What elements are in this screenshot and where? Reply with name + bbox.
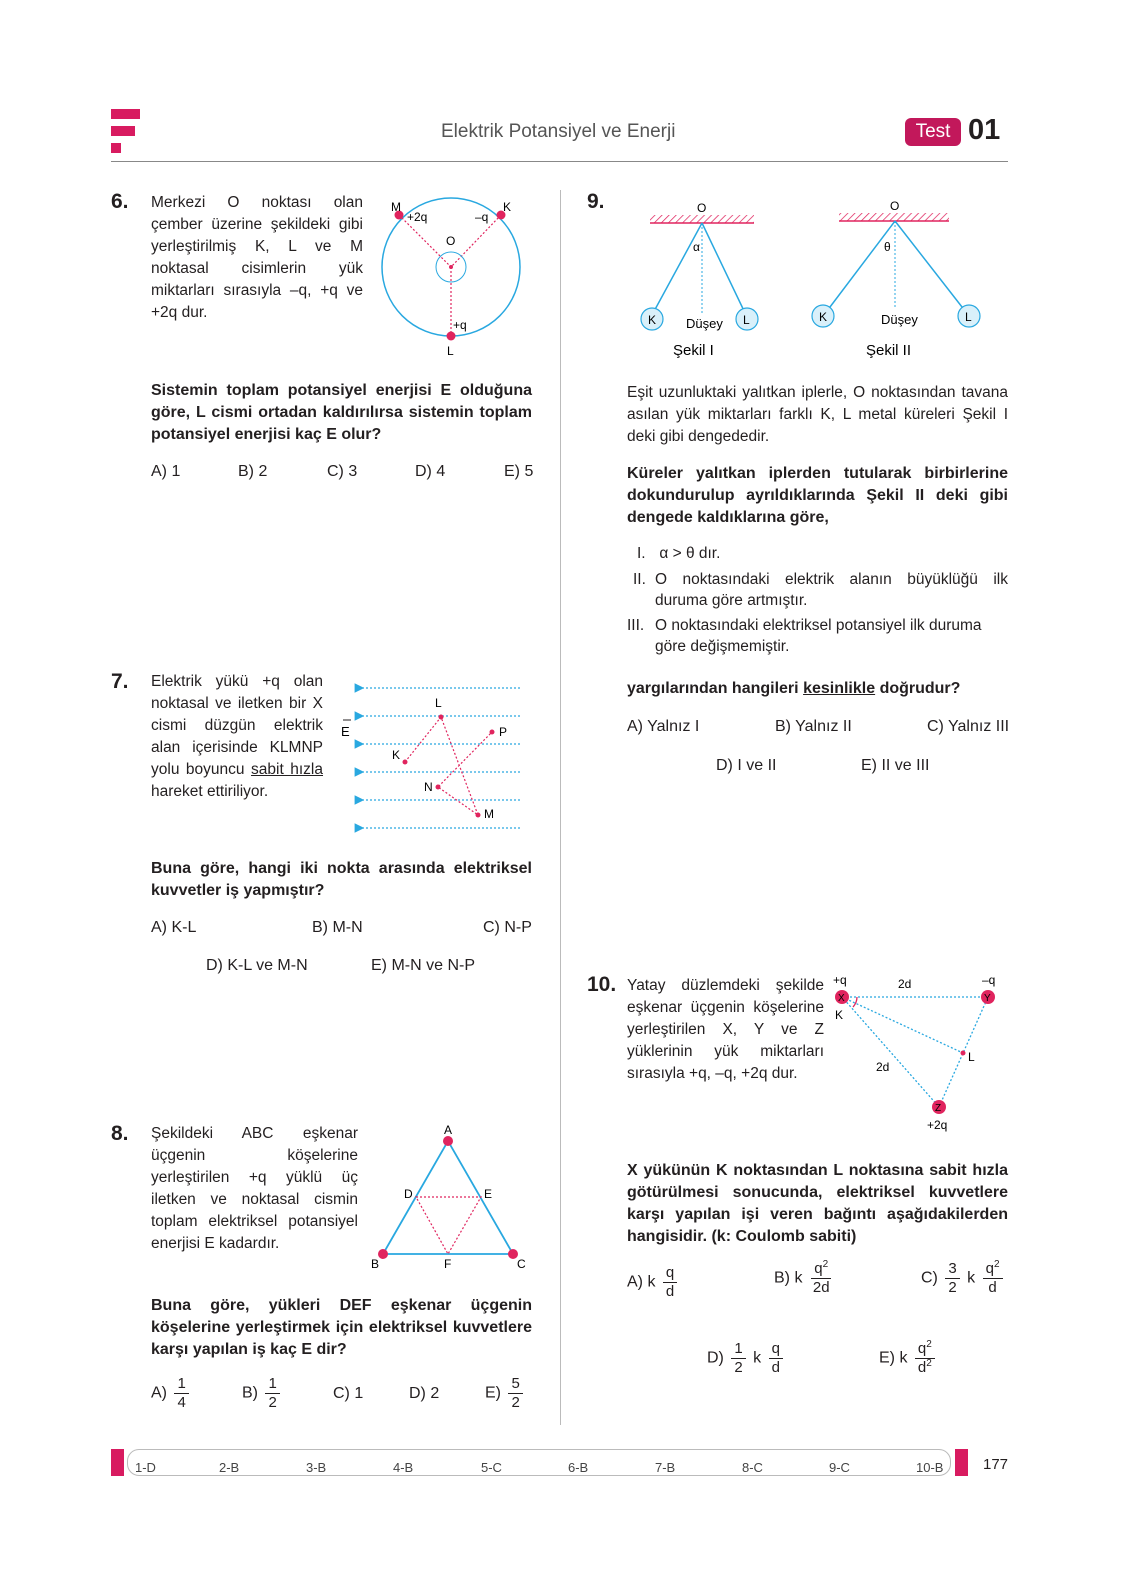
q9-prompt-part2: doğrudur? [879, 680, 961, 697]
q9-statement-2-label: II. [633, 571, 646, 588]
question-8-number: 8. [111, 1122, 129, 1145]
footer-answer-1: 1-D [135, 1460, 156, 1475]
footer-answer-9: 9-C [829, 1460, 850, 1475]
page-header-title: Elektrik Potansiyel ve Enerji [441, 121, 676, 142]
q10-option-b-den: 2d [812, 1279, 830, 1296]
q10-option-b-num-exp: 2 [822, 1259, 829, 1270]
q10-option-e-num: q [917, 1340, 927, 1357]
q7-label-K: K [392, 748, 401, 762]
q7-option-a[interactable]: A) K-L [151, 919, 197, 936]
q10-label-Y: Y [984, 993, 991, 1004]
footer-answer-4: 4-B [393, 1460, 414, 1475]
page-number: 177 [983, 1456, 1009, 1473]
footer-answer-bar [127, 1449, 951, 1476]
q10-option-a-label: A) [627, 1273, 643, 1291]
test-badge [905, 118, 961, 146]
q9-statement-3 [627, 615, 1008, 657]
q9-fig2-vertical: Düşey [881, 312, 918, 327]
footer-answer-8: 8-C [742, 1460, 763, 1475]
footer-answer-3: 3-B [306, 1460, 327, 1475]
q10-option-c-coef [945, 1260, 959, 1297]
q9-fig1-label-O: O [697, 201, 707, 215]
q6-label-M: M [391, 200, 401, 214]
question-9-question: Küreler yalıtkan iplerden tutularak birbirlerine dokundurulup ayrıldıklarında Şekil II deki gibi dengede kaldıklarına göre, [627, 465, 1008, 526]
q8-option-e[interactable] [485, 1375, 526, 1412]
q6-option-a[interactable]: A) 1 [151, 463, 181, 480]
q6-label-L: L [447, 344, 454, 358]
q9-option-d[interactable]: D) I ve II [716, 757, 777, 774]
q7-text-part1: Elektrik yükü +q olan noktasal ve iletken bir X cismi düzgün elektrik alan içerisinde KLMNP yolu boyuncu [151, 673, 323, 778]
q8-option-c[interactable]: C) 1 [333, 1385, 364, 1402]
q10-option-d-coef-num: 1 [731, 1340, 745, 1359]
q10-option-d-num: q [769, 1340, 783, 1359]
footer-answer-7: 7-B [655, 1460, 676, 1475]
header-rule [111, 161, 1008, 162]
footer-accent-left [111, 1449, 124, 1476]
q8-option-a[interactable] [151, 1375, 192, 1412]
footer-answer-2: 2-B [219, 1460, 240, 1475]
q10-option-e-denominator [915, 1359, 935, 1377]
question-6-number: 6. [111, 190, 129, 213]
question-9-number: 9. [587, 190, 605, 213]
q8-option-b[interactable] [242, 1375, 283, 1412]
q10-option-b-num: q [814, 1260, 823, 1277]
q10-option-c-num-exp: 2 [993, 1259, 1000, 1270]
q9-statement-2-text: O noktasındaki elektrik alanın büyüklüğü ilk duruma göre artmıştır. [655, 571, 1008, 609]
q9-statement-1 [637, 543, 1008, 564]
q6-label-L-charge: +q [453, 318, 467, 332]
q8-label-E: E [484, 1187, 493, 1201]
q9-fig2-theta: θ [884, 240, 891, 254]
q10-option-c-fraction [983, 1260, 1003, 1297]
q10-option-c-label: C) [921, 1269, 938, 1287]
q10-option-c-coef-num: 3 [945, 1260, 959, 1279]
logo [111, 109, 141, 154]
q10-option-e-num-exp: 2 [926, 1339, 932, 1350]
q10-option-b-numerator [811, 1260, 831, 1279]
q10-option-b-fraction [810, 1260, 833, 1297]
q8-option-b-label: B) [242, 1384, 258, 1402]
footer-accent-right [955, 1449, 968, 1476]
q9-option-e[interactable]: E) II ve III [861, 757, 930, 774]
question-9-figure [625, 195, 1010, 365]
q8-option-b-num: 1 [265, 1375, 279, 1394]
q9-prompt-underlined: kesinlikle [803, 680, 876, 697]
q7-option-d[interactable]: D) K-L ve M-N [206, 957, 308, 974]
q6-option-c[interactable]: C) 3 [327, 463, 358, 480]
q10-label-Y-charge: –q [982, 973, 996, 987]
q8-option-a-num: 1 [174, 1375, 188, 1394]
q10-option-d-fraction [769, 1340, 783, 1377]
q10-option-c-coef-den: 2 [948, 1279, 957, 1296]
q7-label-M: M [484, 807, 494, 821]
q10-option-d-den: d [771, 1359, 780, 1376]
question-9-prompt [627, 678, 1008, 700]
q10-label-K: K [835, 1008, 844, 1022]
question-10-figure [825, 970, 1015, 1135]
q10-option-e-den: d [917, 1359, 927, 1376]
q8-option-e-fraction [508, 1375, 522, 1412]
q7-option-b[interactable]: B) M-N [312, 919, 363, 936]
q7-text-part2: hareket ettiriliyor. [151, 783, 269, 800]
q10-option-d-coef-den: 2 [734, 1359, 743, 1376]
q10-option-c[interactable] [921, 1260, 1006, 1297]
q10-label-side-left: 2d [876, 1060, 890, 1074]
q10-option-a[interactable] [627, 1264, 680, 1301]
q8-option-e-den: 2 [511, 1394, 520, 1411]
q8-option-d[interactable]: D) 2 [409, 1385, 440, 1402]
question-10-text: Yatay düzlemdeki şekilde eşkenar üçgenin köşelerine yerleştirilen X, Y ve Z yüklerinin yük miktarları sırasıyla +q, –q, +2q dur. [627, 977, 824, 1082]
q6-option-e[interactable]: E) 5 [504, 463, 534, 480]
q9-fig1-alpha: α [693, 240, 700, 254]
test-label: Test [915, 121, 951, 142]
q10-option-a-den: d [665, 1283, 675, 1300]
footer-answer-6: 6-B [568, 1460, 589, 1475]
q10-label-Z-charge: +2q [927, 1118, 948, 1132]
q9-fig2-label-L: L [965, 310, 972, 324]
column-divider [560, 190, 561, 1425]
q10-option-a-num: q [663, 1264, 677, 1283]
q10-option-e[interactable] [879, 1340, 938, 1377]
q6-label-K: K [503, 200, 512, 214]
q9-statement-3-text: O noktasındaki elektriksel potansiyel ilk duruma göre değişmemiştir. [655, 617, 982, 655]
footer-answer-5: 5-C [481, 1460, 502, 1475]
question-10-number: 10. [587, 973, 617, 996]
q9-option-b[interactable]: B) Yalnız II [775, 718, 852, 735]
q6-option-b[interactable]: B) 2 [238, 463, 268, 480]
q10-option-b-label: B) [774, 1269, 790, 1287]
q7-label-L: L [435, 696, 442, 710]
q8-option-b-den: 2 [268, 1394, 277, 1411]
q10-label-X-charge: +q [833, 973, 847, 987]
q9-prompt-part1: yargılarından hangileri [627, 680, 799, 697]
question-7-question: Buna göre, hangi iki nokta arasında elektriksel kuvvetler iş yapmıştır? [151, 860, 532, 899]
question-7-text [151, 671, 323, 803]
q9-fig1-vertical: Düşey [686, 316, 723, 331]
q9-statement-1-text: α > θ dır. [659, 545, 721, 562]
q7-label-N: N [424, 780, 433, 794]
q10-option-b-k: k [794, 1269, 803, 1287]
q7-text-underlined: sabit hızla [251, 761, 324, 778]
q7-label-P: P [499, 725, 508, 739]
q10-option-e-numerator [915, 1340, 935, 1359]
q8-option-e-num: 5 [508, 1375, 522, 1394]
q8-option-e-label: E) [485, 1384, 501, 1402]
q6-option-d[interactable]: D) 4 [415, 463, 446, 480]
q8-option-b-fraction [265, 1375, 279, 1412]
q10-option-d-k: k [753, 1349, 762, 1367]
q10-option-d-coef [731, 1340, 745, 1377]
q10-option-a-fraction [663, 1264, 677, 1301]
test-number: 01 [968, 114, 1001, 146]
q9-fig2-caption: Şekil II [866, 342, 912, 359]
question-9-text: Eşit uzunluktaki yalıtkan iplerle, O noktasından tavana asılan yük miktarları farklı K, L metal küreleri Şekil I deki gibi dengededir. [627, 384, 1008, 445]
footer-answer-10: 10-B [916, 1460, 944, 1475]
q10-option-b[interactable] [774, 1260, 836, 1297]
question-8-question: Buna göre, yükleri DEF eşkenar üçgenin köşelerine yerleştirmek için elektriksel kuvvetlere karşı yapılan iş kaç E dir? [151, 1297, 532, 1358]
q10-option-c-numerator [983, 1260, 1003, 1279]
q10-option-c-num: q [985, 1260, 994, 1277]
q9-fig1-label-L: L [743, 313, 750, 327]
q9-option-a[interactable]: A) Yalnız I [627, 718, 700, 735]
question-8-text: Şekildeki ABC eşkenar üçgenin köşelerine yerleştirilen +q yüklü üç iletken ve noktasal cismin toplam elektriksel potansiyel enerjisi E kadardır. [151, 1125, 358, 1252]
q10-option-e-k: k [899, 1349, 908, 1367]
q7-option-e[interactable]: E) M-N ve N-P [371, 957, 475, 974]
q8-option-a-fraction [174, 1375, 188, 1412]
q9-fig1-label-K: K [648, 313, 657, 327]
q8-label-F: F [444, 1257, 452, 1271]
q10-option-e-den-exp: 2 [926, 1358, 932, 1369]
q10-option-c-k: k [967, 1269, 976, 1287]
question-6-text: Merkezi O noktası olan çember üzerine şekildeki gibi yerleştirilmiş K, L ve M noktasal cisimlerin yük miktarları sırasıyla –q, +q ve +2q dur. [151, 194, 363, 321]
q6-label-K-charge: –q [475, 210, 489, 224]
question-6-question: Sistemin toplam potansiyel enerjisi E olduğuna göre, L cismi ortadan kaldırılırsa sistemin toplam potansiyel enerjisi kaç E olur? [151, 382, 532, 443]
q9-fig1-caption: Şekil I [673, 342, 714, 359]
q6-label-M-charge: +2q [407, 210, 428, 224]
q8-label-A: A [444, 1123, 453, 1137]
q7-option-c[interactable]: C) N-P [483, 919, 532, 936]
q10-option-a-k: k [647, 1273, 656, 1291]
q10-option-c-den: d [988, 1279, 997, 1296]
q10-label-side-top: 2d [898, 977, 912, 991]
q9-option-c[interactable]: C) Yalnız III [927, 718, 1010, 735]
q7-label-E: E [341, 724, 350, 739]
question-7-number: 7. [111, 670, 129, 693]
question-8-figure [365, 1120, 535, 1280]
q9-fig2-label-K: K [819, 310, 828, 324]
q8-label-B: B [371, 1257, 380, 1271]
q8-label-D: D [404, 1187, 413, 1201]
q10-option-e-fraction [915, 1340, 935, 1377]
q10-label-X: X [838, 993, 845, 1004]
question-6-figure [375, 195, 535, 365]
q6-label-O: O [446, 234, 456, 248]
question-10-question: X yükünün K noktasından L noktasına sabit hızla götürülmesi sonucunda, elektriksel kuvvetlere karşı yapılan işi veren bağıntı aşağıdakilerden hangisidir. (k: Coulomb sabiti) [627, 1162, 1008, 1245]
q10-option-d-label: D) [707, 1349, 724, 1367]
q9-statement-1-label: I. [637, 545, 646, 562]
q8-option-a-den: 4 [177, 1394, 186, 1411]
q8-option-a-label: A) [151, 1384, 167, 1402]
question-7-figure [335, 680, 530, 840]
q10-option-d[interactable] [707, 1340, 786, 1377]
q10-label-L: L [968, 1050, 975, 1064]
q9-statement-2 [633, 569, 1008, 611]
q9-statement-3-label: III. [627, 617, 645, 634]
q8-label-C: C [517, 1257, 526, 1271]
q10-option-e-label: E) [879, 1349, 895, 1367]
q10-label-Z: Z [935, 1103, 942, 1114]
q9-fig2-label-O: O [890, 199, 900, 213]
